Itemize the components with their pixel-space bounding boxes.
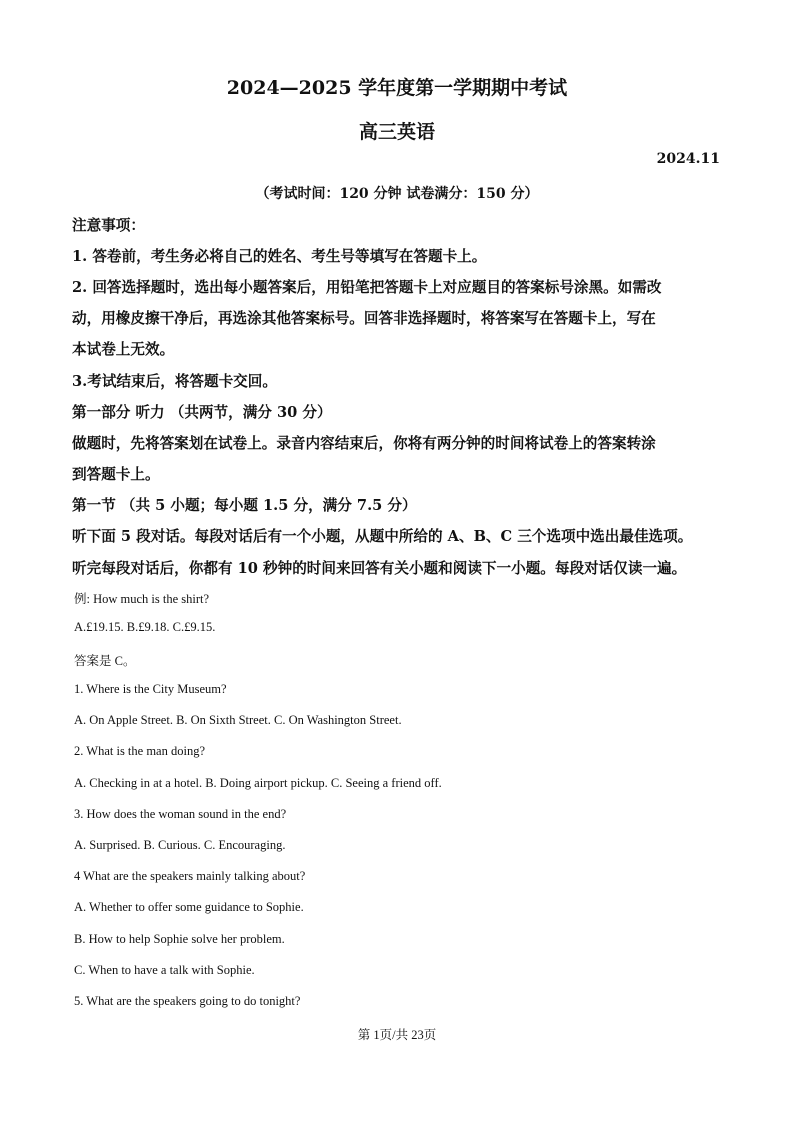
note-item-1: 1. 答卷前，考生务必将自己的姓名、考生号等填写在答题卡上。: [72, 248, 487, 265]
example-question: 例: How much is the shirt?: [74, 592, 210, 606]
example-options: A.£19.15. B.£9.18. C.£9.15.: [74, 620, 216, 634]
section1-instruction-line-1: 听下面 5 段对话。每段对话后有一个小题，从题中所给的 A、B、C 三个选项中选出最佳选项。: [72, 528, 693, 545]
question-4: 4 What are the speakers mainly talking about?: [74, 869, 306, 883]
note-item-2-line-2: 动，用橡皮擦干净后，再选涂其他答案标号。回答非选择题时，将答案写在答题卡上，写在: [72, 310, 656, 327]
note-item-2-line-1: 2. 回答选择题时，选出每小题答案后，用铅笔把答题卡上对应题目的答案标号涂黑。如需改: [72, 279, 662, 296]
exam-title: 2024—2025 学年度第一学期期中考试: [226, 77, 568, 99]
question-2: 2. What is the man doing?: [74, 744, 205, 758]
part1-heading: 第一部分 听力 （共两节，满分 30 分）: [72, 404, 332, 421]
exam-info: （考试时间：120 分钟 试卷满分：150 分）: [255, 186, 539, 202]
notes-heading: 注意事项：: [72, 217, 145, 234]
question-3: 3. How does the woman sound in the end?: [74, 807, 287, 821]
section1-instruction-line-2: 听完每段对话后，你都有 10 秒钟的时间来回答有关小题和阅读下一小题。每段对话仅读一遍。: [72, 560, 687, 577]
question-4-option-b: B. How to help Sophie solve her problem.: [74, 932, 285, 946]
section1-heading: 第一节 （共 5 小题；每小题 1.5 分，满分 7.5 分）: [72, 497, 417, 514]
question-1-options: A. On Apple Street. B. On Sixth Street. C. On Washington Street.: [74, 713, 402, 727]
note-item-3: 3.考试结束后，将答题卡交回。: [72, 373, 277, 390]
question-4-option-a: A. Whether to offer some guidance to Sophie.: [74, 900, 304, 914]
question-3-options: A. Surprised. B. Curious. C. Encouraging.: [74, 838, 286, 852]
question-2-options: A. Checking in at a hotel. B. Doing airport pickup. C. Seeing a friend off.: [74, 776, 442, 790]
subject-title: 高三英语: [358, 121, 435, 143]
example-answer: 答案是 C。: [74, 654, 136, 668]
part1-instruction-line-2: 到答题卡上。: [72, 466, 160, 483]
exam-date: 2024.11: [656, 151, 720, 167]
part1-instruction-line-1: 做题时，先将答案划在试卷上。录音内容结束后，你将有两分钟的时间将试卷上的答案转涂: [72, 435, 656, 452]
question-4-option-c: C. When to have a talk with Sophie.: [74, 963, 255, 977]
note-item-2-line-3: 本试卷上无效。: [72, 341, 175, 358]
page-number: 第 1页/共 23页: [357, 1028, 437, 1042]
question-1: 1. Where is the City Museum?: [74, 682, 227, 696]
question-5: 5. What are the speakers going to do tonight?: [74, 994, 301, 1008]
